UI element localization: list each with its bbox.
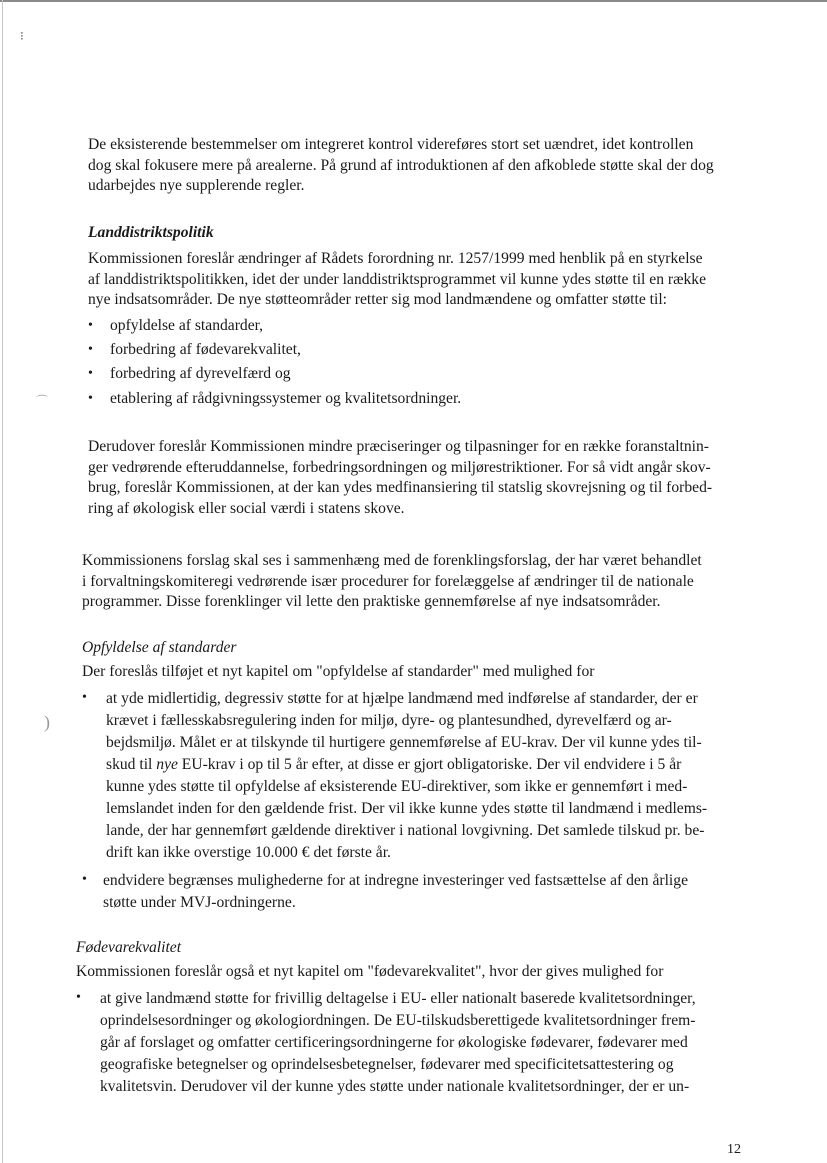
section-heading-opfyldelse: Opfyldelse af standarder	[82, 639, 237, 656]
list-item: endvidere begrænses mulighederne for at indregne investeringer ved fastsættelse af den årlige støtte under MVJ-ordningerne.	[103, 872, 688, 911]
scan-speck: )	[44, 712, 50, 732]
list-item: at yde midlertidig, degressiv støtte for at hjælpe landmænd med indførelse af standarder, der er krævet i fællesskabsregulering inden for miljø, dyre- og plantesundhed, dyrevelfærd og ar- bejdsmiljø. Målet er at tilskynde til hurtigere gennemførelse af EU-krav. Der vil kunne ydes til- skud til nye EU-krav i op til 5 år efter, at disse er gjort obligatoriske. Der vil endvidere i 5 år kunne ydes støtte til opfyldelse af eksisterende EU-direktiver, som ikke er gennemført i med- lemslandet inden for den gældende frist. Der vil ikke kunne ydes støtte til landmænd i medlems- lande, der har gennemført gældende direktiver i national lovgivning. Det samlede tilskud pr. be- drift kan ikke overstige 10.000 € det første år.	[106, 690, 708, 861]
section-heading-landdistriktspolitik: Landdistriktspolitik	[88, 224, 214, 241]
bullet-icon: •	[82, 872, 87, 887]
section3-intro: Kommissionen foreslår også et nyt kapitel om "fødevarekvalitet", hvor der gives mulighed for	[76, 963, 664, 980]
scan-speck: ⁝	[20, 29, 24, 43]
scan-speck: ⌒	[36, 394, 49, 408]
list-item: opfyldelse af standarder,	[110, 317, 264, 334]
section-heading-fodevarekvalitet: Fødevarekvalitet	[76, 939, 182, 956]
bullet-icon: •	[88, 342, 93, 357]
page-number: 12	[727, 1142, 741, 1157]
scan-left-edge	[2, 0, 3, 1163]
list-item: at give landmænd støtte for frivillig deltagelse i EU- eller nationalt baserede kvalitetsordninger, oprindelsesordninger og økologiordningen. De EU-tilskudsberettigede kvalitetsordninger frem- går af forslaget og omfatter certificeringsordningerne for økologiske fødevarer, fødevarer med geografiske betegnelser og oprindelsesbetegnelser, fødevarer med specificitetsattestering og kvalitetsvin. Derudover vil der kunne ydes støtte under nationale kvalitetsordninger, der er un-	[100, 990, 696, 1095]
bullet-icon: •	[82, 690, 87, 705]
bullet-icon: •	[76, 990, 81, 1005]
section1-paragraph-3: Kommissionens forslag skal ses i sammenhæng med de forenklingsforslag, der har været behandlet i forvaltningskomiteregi vedrørende især procedurer for forelæggelse af ændringer til de nationale programmer. Disse forenklinger vil lette den praktiske gennemførelse af nye indsatsområder.	[82, 552, 702, 611]
section1-paragraph: Kommissionen foreslår ændringer af Rådets forordning nr. 1257/1999 med henblik på en styrkelse af landdistriktspolitikken, idet der under landdistriktsprogrammet vil kunne ydes støtte til en række nye indsatsområder. De nye støtteområder retter sig mod landmændene og omfatter støtte til:	[88, 250, 707, 309]
list-item: forbedring af fødevarekvalitet,	[110, 341, 301, 358]
list-item: forbedring af dyrevelfærd og	[110, 365, 291, 382]
bullet-icon: •	[88, 366, 93, 381]
bullet-icon: •	[88, 391, 93, 406]
bullet-icon: •	[88, 318, 93, 333]
scan-top-edge	[0, 0, 827, 2]
intro-paragraph: De eksisterende bestemmelser om integreret kontrol videreføres stort set uændret, idet kontrollen dog skal fokusere mere på arealerne. På grund af introduktionen af den afkoblede støtte skal der dog udarbejdes nye supplerende regler.	[88, 136, 714, 195]
section1-paragraph-2: Derudover foreslår Kommissionen mindre præciseringer og tilpasninger for en række foranstaltnin- ger vedrørende efteruddannelse, forbedringsordningen og miljørestriktioner. For så vidt angår skov- brug, foreslår Kommissionen, at der kan ydes medfinansiering til statslig skovrejsning og til forbed- ring af økologisk eller social værdi i statens skove.	[88, 438, 713, 517]
list-item: etablering af rådgivningssystemer og kvalitetsordninger.	[110, 390, 462, 407]
section2-intro: Der foreslås tilføjet et nyt kapitel om "opfyldelse af standarder" med mulighed for	[82, 663, 595, 680]
